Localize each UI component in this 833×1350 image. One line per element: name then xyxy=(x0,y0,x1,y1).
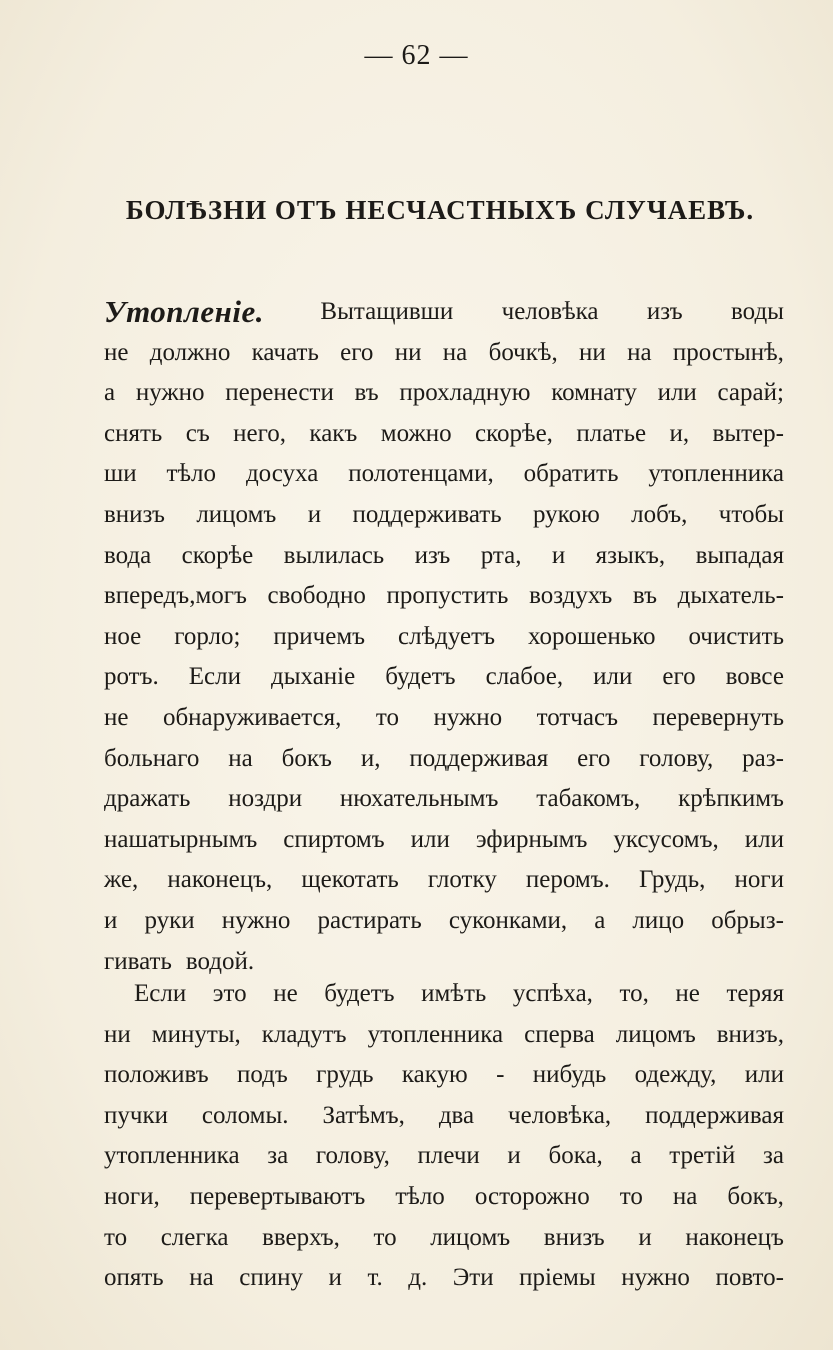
word: съ xyxy=(185,419,210,447)
paragraph-resuscitation xyxy=(104,974,784,1299)
word: бочкѣ, xyxy=(488,338,558,366)
word: полотенцами, xyxy=(348,460,494,488)
word: уксусомъ, xyxy=(613,825,719,853)
text-line xyxy=(104,617,784,658)
word: и xyxy=(507,1142,521,1170)
word: за xyxy=(267,1142,289,1170)
word: эфирнымъ xyxy=(475,825,588,853)
word: тотчасъ xyxy=(536,703,618,731)
word: соломы. xyxy=(201,1101,289,1129)
word: Грудь, xyxy=(639,866,706,894)
word: или xyxy=(744,825,784,853)
word: будетъ xyxy=(324,980,395,1007)
word: на xyxy=(672,1182,698,1210)
word: растирать xyxy=(317,906,422,934)
word: ноздри xyxy=(228,785,303,813)
word: дыхатель- xyxy=(677,582,784,610)
word: утопленника xyxy=(648,460,784,488)
word: обратить xyxy=(523,460,619,488)
word: лицомъ xyxy=(430,1223,511,1251)
word: на xyxy=(228,744,253,772)
word: или xyxy=(657,379,697,407)
word: и xyxy=(638,1223,652,1251)
word: обнаруживается, xyxy=(162,703,342,731)
word: простынѣ, xyxy=(672,338,784,366)
word: хорошенько xyxy=(527,622,656,650)
word: должно xyxy=(149,338,231,366)
word: грудь xyxy=(316,1061,374,1089)
text-line xyxy=(104,901,784,942)
word: снять xyxy=(104,419,163,447)
word: два xyxy=(438,1101,475,1129)
word: повто- xyxy=(715,1264,784,1292)
word: на xyxy=(442,338,468,366)
word: не xyxy=(675,980,700,1007)
word: и xyxy=(104,906,118,934)
word: тѣло xyxy=(166,460,217,488)
word: или xyxy=(410,825,450,853)
text-line xyxy=(104,1258,784,1299)
word: внизъ, xyxy=(716,1020,784,1048)
word: раз- xyxy=(742,744,784,772)
word: ное xyxy=(104,622,142,650)
word: или xyxy=(593,663,633,691)
word: очистить xyxy=(688,622,784,650)
word: его xyxy=(662,663,696,691)
word: воздухъ xyxy=(529,582,613,610)
word: щекотать xyxy=(301,866,399,894)
word: поддерживая xyxy=(409,744,549,772)
word: лицомъ xyxy=(196,500,277,528)
word: не xyxy=(273,980,298,1007)
word: то, xyxy=(619,980,649,1007)
word: досуха xyxy=(245,460,319,488)
word: и xyxy=(328,1264,342,1292)
word: въ xyxy=(632,582,658,610)
word: нужно xyxy=(135,379,205,407)
word: ноги xyxy=(734,866,784,894)
word: лицомъ xyxy=(615,1020,696,1048)
word: то xyxy=(373,1223,397,1251)
word: ни xyxy=(394,338,422,366)
word: руки xyxy=(144,906,195,934)
word: то xyxy=(375,703,399,731)
word: вовсе xyxy=(725,663,784,691)
word: на xyxy=(627,338,652,366)
word: дыханіе xyxy=(271,663,356,691)
word: дражать xyxy=(104,785,191,813)
text-line xyxy=(104,820,784,861)
run-in-heading: Утопленіе. xyxy=(104,294,265,329)
word: причемъ xyxy=(273,622,366,650)
word: выпадая xyxy=(695,541,784,569)
word: не xyxy=(104,703,129,731)
word: него, xyxy=(233,419,287,447)
word: воды xyxy=(731,298,784,325)
word: скорѣе, xyxy=(475,419,553,447)
word: опять xyxy=(104,1264,164,1292)
word: на xyxy=(189,1264,214,1292)
word: скорѣе xyxy=(181,541,254,569)
word: суконками, xyxy=(448,906,568,934)
word: теряя xyxy=(726,980,784,1007)
word: горло; xyxy=(174,622,241,650)
word: изъ xyxy=(646,298,683,325)
word: то xyxy=(619,1182,643,1210)
word: а xyxy=(630,1142,642,1170)
word: его xyxy=(340,338,374,366)
word: за xyxy=(762,1142,784,1170)
word: ни xyxy=(104,1020,131,1048)
word: а xyxy=(104,379,116,407)
word: утопленника xyxy=(104,1142,240,1170)
word: крѣпкимъ xyxy=(678,785,784,813)
word: табакомъ, xyxy=(536,785,641,813)
word: сарай; xyxy=(717,379,784,407)
word: будетъ xyxy=(385,663,456,691)
word: а xyxy=(594,906,606,934)
word: успѣха, xyxy=(512,980,593,1007)
text-line xyxy=(104,1177,784,1218)
word: бокъ, xyxy=(727,1182,784,1210)
word: слегка xyxy=(160,1223,229,1251)
text-line xyxy=(104,779,784,820)
word: водой. xyxy=(185,947,255,975)
word: внизъ xyxy=(104,500,165,528)
word: т. xyxy=(367,1264,383,1292)
text-line xyxy=(104,495,784,536)
word: человѣка, xyxy=(508,1101,612,1129)
word: вытер- xyxy=(712,419,784,447)
text-line xyxy=(104,1136,784,1177)
word: перевернуть xyxy=(652,703,784,731)
text-line xyxy=(104,292,784,333)
word: Затѣмъ, xyxy=(322,1101,405,1129)
word: чтобы xyxy=(718,500,784,528)
word: какъ xyxy=(309,419,358,447)
word: пучки xyxy=(104,1101,168,1129)
word: нюхательнымъ xyxy=(339,785,499,813)
word: лицо xyxy=(632,906,685,934)
word: слѣдуетъ xyxy=(398,622,496,650)
page-number: — 62 — xyxy=(364,40,469,71)
word: впередъ,могъ xyxy=(104,582,247,610)
word: и xyxy=(551,541,566,569)
word: кладутъ xyxy=(261,1020,347,1048)
word: наконецъ xyxy=(685,1223,784,1251)
word: поддерживать xyxy=(352,500,502,528)
word: свободно xyxy=(267,582,366,610)
word: пріемы xyxy=(519,1264,596,1292)
word: можно xyxy=(380,419,452,447)
word: платье xyxy=(576,419,647,447)
text-line xyxy=(104,576,784,617)
word: и, xyxy=(360,744,381,772)
word: гивать xyxy=(104,947,172,975)
word: минуты, xyxy=(151,1020,241,1048)
word: языкъ, xyxy=(595,541,666,569)
word: - xyxy=(496,1061,505,1089)
text-line xyxy=(104,1015,784,1056)
word: третій xyxy=(669,1142,736,1170)
word: одежду, xyxy=(634,1061,717,1089)
word: бока, xyxy=(548,1142,603,1170)
text-line xyxy=(104,739,784,780)
word: лобъ, xyxy=(631,500,688,528)
word: поддерживая xyxy=(645,1101,784,1129)
text-line xyxy=(104,454,784,495)
word: спину xyxy=(239,1264,303,1292)
section-heading: БОЛѢЗНИ ОТЪ НЕСЧАСТНЫХЪ СЛУЧАЕВЪ. xyxy=(125,195,755,225)
word: Если xyxy=(134,980,187,1007)
word: Вытащивши xyxy=(320,298,454,325)
word: нужно xyxy=(433,703,503,731)
word: слабое, xyxy=(485,663,564,691)
word: перомъ. xyxy=(525,866,610,894)
word: это xyxy=(212,980,247,1007)
word: глотку xyxy=(427,866,497,894)
word: въ xyxy=(354,379,379,407)
word: ши xyxy=(104,460,137,488)
text-line xyxy=(104,373,784,414)
word: вода xyxy=(104,541,152,569)
text-line xyxy=(104,657,784,698)
paragraph-drowning xyxy=(104,292,784,982)
word: какую xyxy=(401,1061,468,1089)
word: положивъ xyxy=(104,1061,209,1089)
word: д. xyxy=(408,1264,428,1292)
word: спиртомъ xyxy=(283,825,385,853)
word: качать xyxy=(251,338,319,366)
word: вылилась xyxy=(283,541,385,569)
word: больнаго xyxy=(104,744,200,772)
text-line xyxy=(104,333,784,374)
text-line xyxy=(104,974,784,1015)
word: то xyxy=(104,1223,128,1251)
text-line xyxy=(104,698,784,739)
word: ноги, xyxy=(104,1182,160,1210)
word: или xyxy=(744,1061,784,1089)
text-line xyxy=(104,1096,784,1137)
word: подъ xyxy=(236,1061,288,1089)
word: наконецъ, xyxy=(167,866,273,894)
word: прохладную xyxy=(399,379,531,407)
word: же, xyxy=(104,866,139,894)
text-line xyxy=(104,536,784,577)
word: человѣка xyxy=(501,298,599,325)
word: и xyxy=(307,500,322,528)
word: имѣть xyxy=(421,980,487,1007)
word: Если xyxy=(188,663,242,691)
word: бокъ xyxy=(281,744,332,772)
word: комнату xyxy=(551,379,637,407)
word: плечи xyxy=(417,1142,480,1170)
word: изъ xyxy=(414,541,451,569)
word: Эти xyxy=(452,1264,494,1292)
word: ротъ. xyxy=(104,663,159,691)
word: ни xyxy=(579,338,606,366)
word: тѣло xyxy=(395,1182,445,1210)
word: нашатырнымъ xyxy=(104,825,258,853)
word: его xyxy=(577,744,611,772)
word: нибудь xyxy=(532,1061,607,1089)
word: обрыз- xyxy=(711,906,784,934)
word: не xyxy=(104,338,129,366)
word: осторожно xyxy=(474,1182,590,1210)
text-line xyxy=(104,414,784,455)
text-line xyxy=(104,1055,784,1096)
text-line xyxy=(104,1218,784,1259)
word: голову, xyxy=(639,744,714,772)
word: нужно xyxy=(621,1264,690,1292)
word: и, xyxy=(669,419,690,447)
word: вверхъ, xyxy=(262,1223,340,1251)
word: перевертываютъ xyxy=(189,1182,366,1210)
word: голову, xyxy=(315,1142,390,1170)
word: утопленника xyxy=(367,1020,504,1048)
word: рта, xyxy=(480,541,522,569)
word: пропустить xyxy=(386,582,509,610)
word: сперва xyxy=(524,1020,595,1048)
word: рукою xyxy=(533,500,600,528)
word: внизъ xyxy=(543,1223,605,1251)
word: перенести xyxy=(225,379,334,407)
word: нужно xyxy=(221,906,291,934)
text-line xyxy=(104,860,784,901)
